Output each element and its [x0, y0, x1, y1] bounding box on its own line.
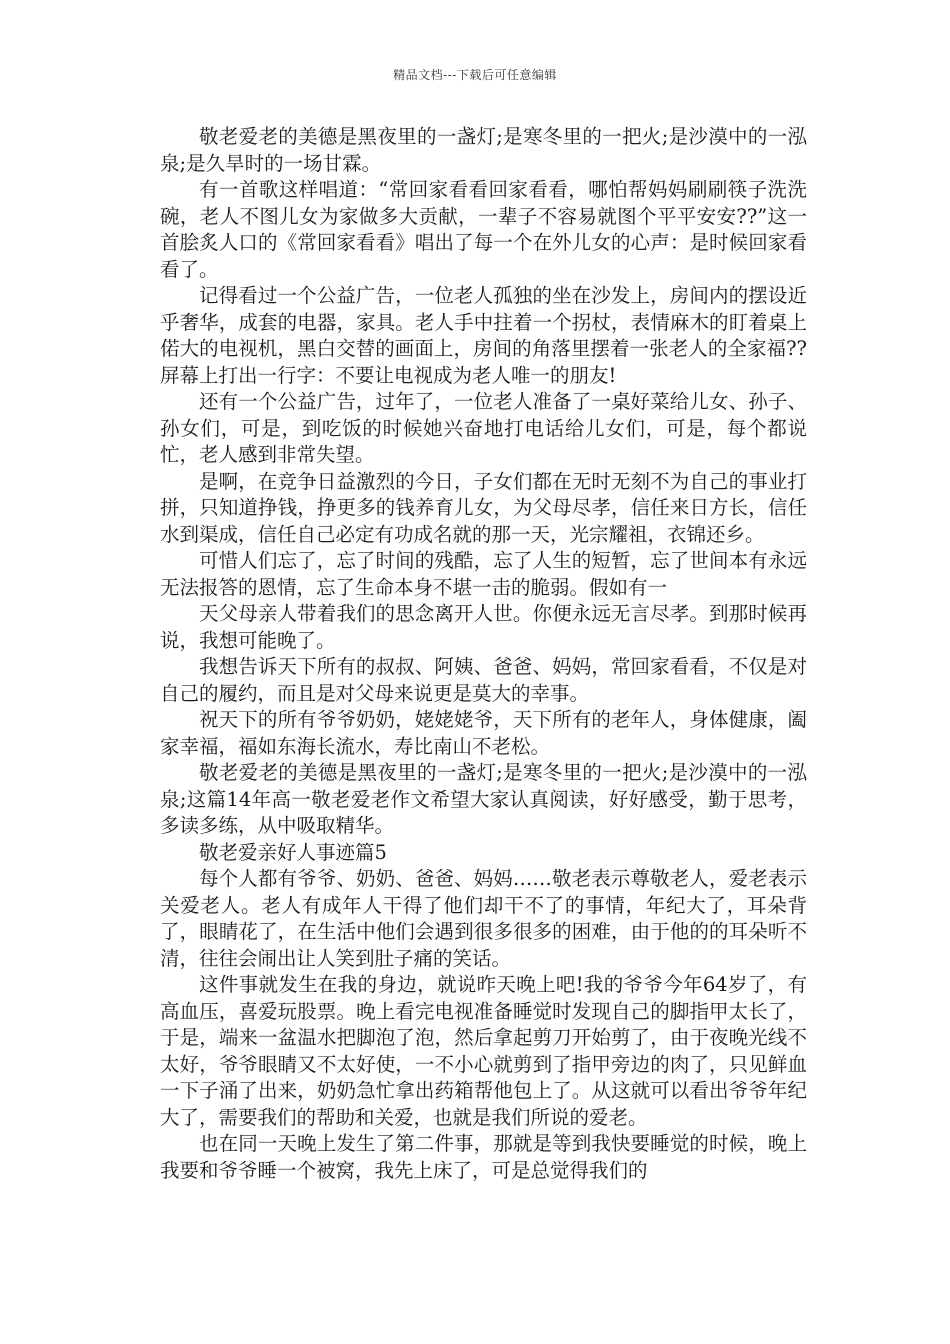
paragraph: 每个人都有爷爷、奶奶、爸爸、妈妈……敬老表示尊敬老人，爱老表示关爱老人。老人有成年人干得了他们却干不了的事情，年纪大了，耳朵背了，眼睛花了，在生活中他们会遇到很多很多的困难，由于他的的耳朵听不清，往往会闹出让人笑到肚子痛的笑话。 [160, 867, 807, 970]
paragraph: 可惜人们忘了，忘了时间的残酷，忘了人生的短暂，忘了世间本有永远无法报答的恩情，忘了生命本身不堪一击的脆弱。假如有一 [160, 549, 807, 599]
paragraph: 我想告诉天下所有的叔叔、阿姨、爸爸、妈妈，常回家看看，不仅是对自己的履约，而且是对父母来说更是莫大的幸事。 [160, 655, 807, 705]
paragraph: 有一首歌这样唱道：“常回家看看回家看看，哪怕帮妈妈刷刷筷子洗洗碗，老人不图儿女为家做多大贡献，一辈子不容易就图个平平安安??”这一首脍炙人口的《常回家看看》唱出了每一个在外儿女的心声：是时候回家看看了。 [160, 178, 807, 281]
paragraph: 祝天下的所有爷爷奶奶，姥姥姥爷，天下所有的老年人，身体健康，阖家幸福，福如东海长流水，寿比南山不老松。 [160, 708, 807, 758]
paragraph: 是啊，在竞争日益激烈的今日，子女们都在无时无刻不为自己的事业打拼，只知道挣钱，挣更多的钱养育儿女，为父母尽孝，信任来日方长，信任水到渠成，信任自己必定有功成名就的那一天，光宗耀祖，衣锦还乡。 [160, 469, 807, 546]
paragraph: 还有一个公益广告，过年了，一位老人准备了一桌好菜给儿女、孙子、孙女们，可是，到吃饭的时候她兴奋地打电话给儿女们，可是，每个都说忙，老人感到非常失望。 [160, 390, 807, 466]
document-body [160, 124, 807, 1184]
page-header: 精品文档---下载后可任意编辑 [393, 68, 557, 82]
paragraph: 天父母亲人带着我们的思念离开人世。你便永远无言尽孝。到那时候再说，我想可能晚了。 [160, 602, 807, 652]
paragraph: 敬老爱老的美德是黑夜里的一盏灯;是寒冬里的一把火;是沙漠中的一泓泉;这篇14年高一敬老爱老作文希望大家认真阅读，好好感受，勤于思考，多读多练，从中吸取精华。 [160, 761, 807, 837]
paragraph: 记得看过一个公益广告，一位老人孤独的坐在沙发上，房间内的摆设近乎奢华，成套的电器，家具。老人手中拄着一个拐杖，表情麻木的盯着桌上偌大的电视机，黑白交替的画面上，房间的角落里摆着一张老人的全家福??屏幕上打出一行字：不要让电视成为老人唯一的朋友! [160, 284, 807, 387]
paragraph: 敬老爱老的美德是黑夜里的一盏灯;是寒冬里的一把火;是沙漠中的一泓泉;是久旱时的一场甘霖。 [160, 125, 807, 175]
paragraph: 这件事就发生在我的身边，就说昨天晚上吧!我的爷爷今年64岁了，有高血压，喜爱玩股票。晚上看完电视准备睡觉时发现自己的脚指甲太长了，于是，端来一盆温水把脚泡了泡，然后拿起剪刀开始剪了，由于夜晚光线不太好，爷爷眼睛又不太好使，一不小心就剪到了指甲旁边的肉了，只见鲜血一下子涌了出来，奶奶急忙拿出药箱帮他包上了。从这就可以看出爷爷年纪大了，需要我们的帮助和关爱，也就是我们所说的爱老。 [160, 973, 807, 1129]
section-heading: 敬老爱亲好人事迹篇5 [199, 840, 387, 864]
paragraph: 也在同一天晚上发生了第二件事，那就是等到我快要睡觉的时候，晚上我要和爷爷睡一个被窝，我先上床了，可是总觉得我们的 [160, 1132, 807, 1182]
